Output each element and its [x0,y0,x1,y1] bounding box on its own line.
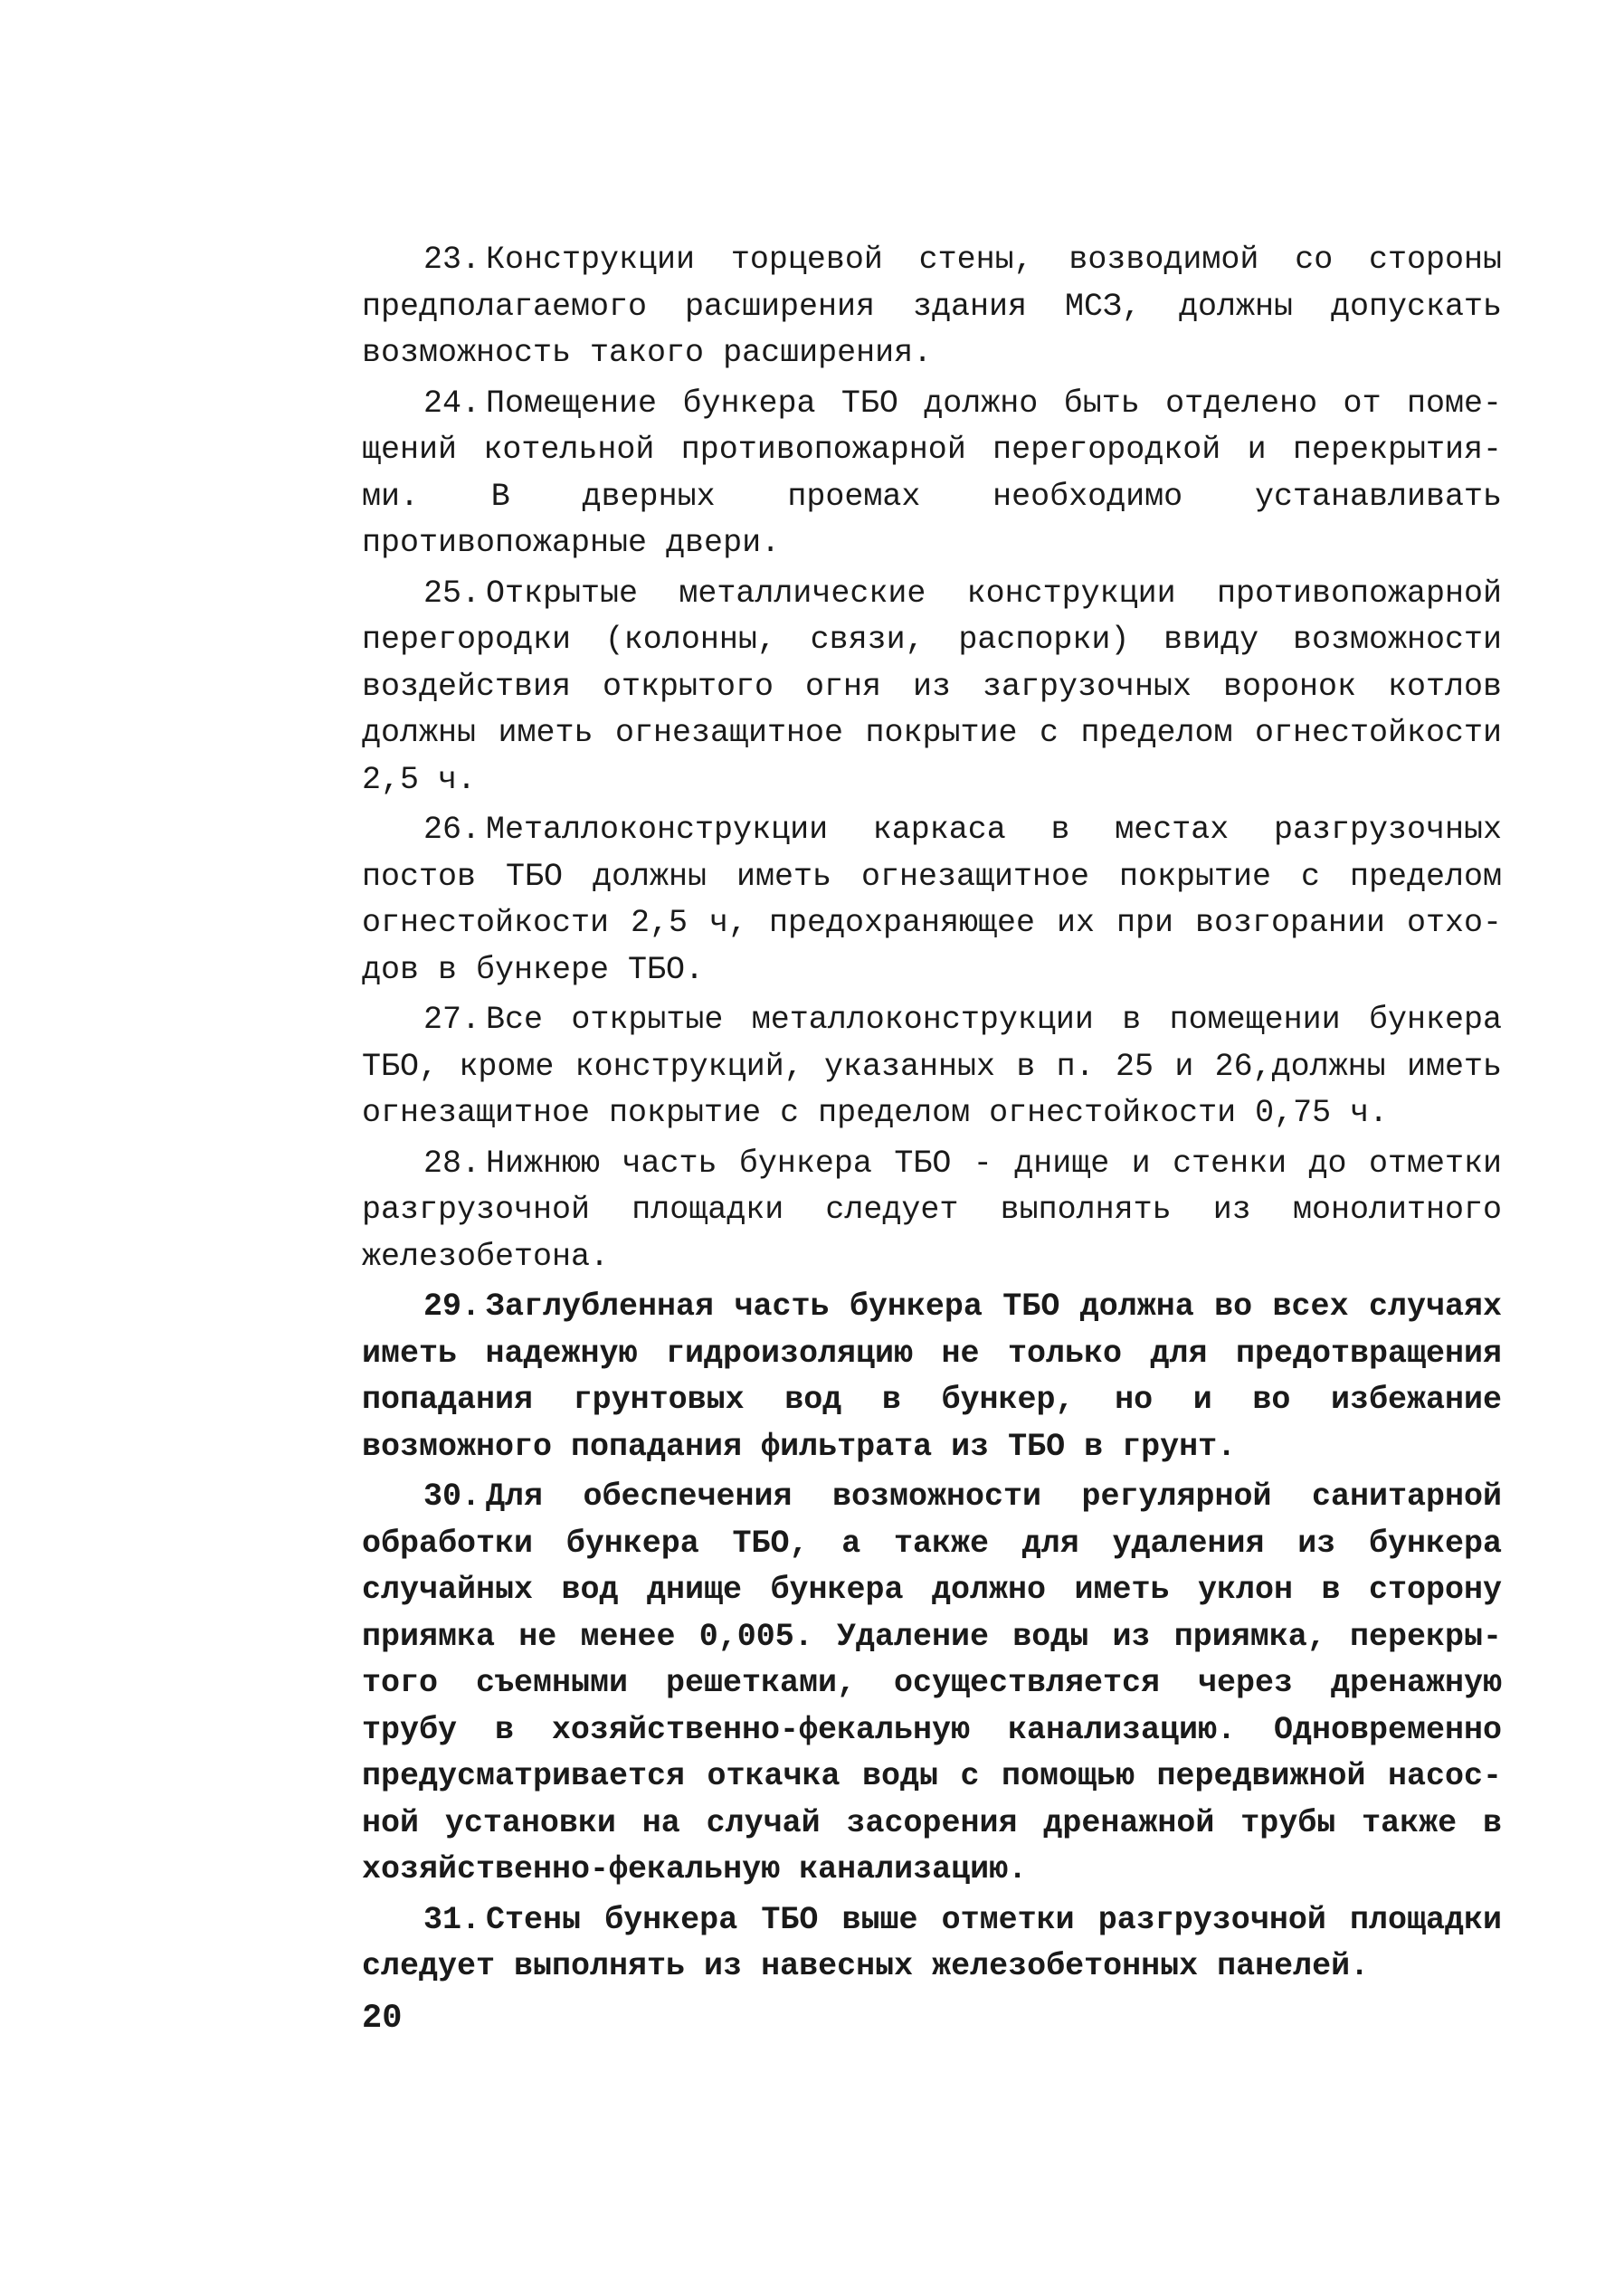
paragraph-number: 26. [423,812,481,848]
paragraph-number: 27. [423,1002,481,1038]
paragraph-number: 24. [423,385,481,422]
paragraph-26 [362,807,1502,993]
paragraph-24 [362,381,1502,567]
paragraph-number: 31. [423,1901,481,1938]
paragraph-23 [362,237,1502,377]
paragraph-text: Нижнюю часть бункера ТБО - днище и стенки до отметки разгрузочной площадки следует выполнять из монолитного железобетона. [362,1145,1502,1275]
page-number: 20 [362,1999,403,2038]
paragraph-number: 25. [423,575,481,612]
paragraph-25 [362,571,1502,804]
paragraph-29 [362,1284,1502,1470]
paragraph-text: Для обеспечения возможности регулярной санитарной обработки бункера ТБО, а также для удаления из бункера случайных вод днище бункера должно иметь уклон в сторону приямка не менее 0,005. Удаление воды из приямка, перекрытого съемными решетками, осуществляется через дренажную трубу в хозяйственно-фекальную канализацию. Одновременно предусматривается откачка воды с помощью передвижной насосной установки на случай засорения дренажной трубы также в хозяйственно-фекальную канализацию. [362,1478,1502,1887]
paragraph-28 [362,1141,1502,1281]
document-page [362,237,1502,2042]
paragraph-number: 28. [423,1145,481,1182]
paragraph-30 [362,1474,1502,1894]
paragraph-text: Металлоконструкции каркаса в местах разгрузочных постов ТБО должны иметь огнезащитное покрытие с пределом огнестойкости 2,5 ч, предохраняющее их при возгорании отходов в бункере ТБО. [362,812,1502,988]
paragraph-text: Все открытые металлоконструкции в помещении бункера ТБО, кроме конструкций, указанных в п. 25 и 26,должны иметь огнезащитное покрытие с пределом огнестойкости 0,75 ч. [362,1002,1502,1131]
paragraph-number: 29. [423,1288,481,1325]
paragraph-31 [362,1897,1502,1991]
paragraph-text: Стены бункера ТБО выше отметки разгрузочной площадки следует выполнять из навесных железобетонных панелей. [362,1901,1502,1984]
paragraph-27 [362,997,1502,1137]
paragraph-text: Заглубленная часть бункера ТБО должна во всех случаях иметь надежную гидроизоляцию не только для предотвращения попадания грунтовых вод в бункер, но и во избежание возможного попадания фильтрата из ТБО в грунт. [362,1288,1502,1465]
paragraph-text: Конструкции торцевой стены, возводимой со стороны предполагаемого расширения здания МСЗ, должны допускать возможность такого расширения. [362,242,1502,371]
paragraph-number: 23. [423,242,481,278]
paragraph-text: Открытые металлические конструкции противопожарной перегородки (колонны, связи, распорки) ввиду возможности воздействия открытого огня из загрузочных воронок котлов должны иметь огнезащитное покрытие с пределом огнестойкости 2,5 ч. [362,575,1502,798]
paragraph-number: 30. [423,1478,481,1515]
paragraph-text: Помещение бункера ТБО должно быть отделено от помещений котельной противопожарной перегородкой и перекрытиями. В дверных проемах необходимо устанавливать противопожарные двери. [362,385,1502,561]
